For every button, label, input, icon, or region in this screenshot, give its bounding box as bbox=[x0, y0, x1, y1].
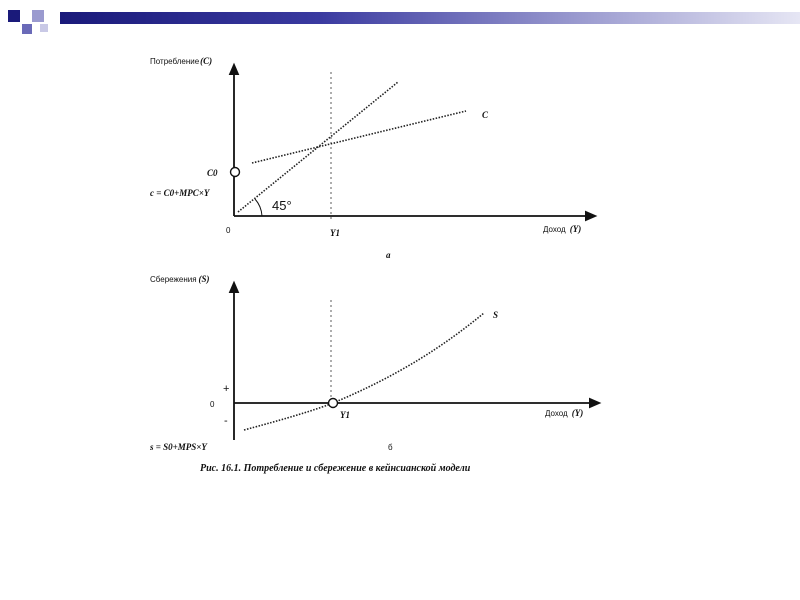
panel-b-series-s-label: S bbox=[493, 310, 499, 320]
panel-b-ylabel: Сбережения (S) bbox=[150, 274, 210, 284]
figure-caption: Рис. 16.1. Потребление и сбережение в кейнсианской модели bbox=[200, 463, 471, 474]
panel-b-equation: s = S0+MPS×Y bbox=[150, 442, 207, 452]
panel-b-panel-label: б bbox=[388, 443, 393, 452]
panel-b-y1-point bbox=[329, 399, 338, 408]
panel-a-c0-point bbox=[231, 168, 240, 177]
panel-a-angle-label: 45° bbox=[272, 198, 292, 213]
panel-a-y1-label: Y1 bbox=[330, 228, 340, 238]
panel-a-c0-label: C0 bbox=[207, 168, 218, 178]
panel-b-savings-curve bbox=[244, 313, 484, 430]
panel-b-plus-label: + bbox=[223, 383, 230, 395]
panel-a-equation: c = C0+MPC×Y bbox=[150, 188, 210, 198]
panel-b-origin-label: 0 bbox=[210, 400, 215, 409]
panel-a-ylabel: Потребление(C) bbox=[150, 56, 213, 66]
panel-a-angle-arc bbox=[255, 199, 262, 216]
panel-a-series-c-label: C bbox=[482, 110, 489, 120]
panel-a-consumption-line bbox=[252, 111, 466, 163]
panel-a-origin-label: 0 bbox=[226, 226, 231, 235]
panel-a-panel-label: a bbox=[386, 250, 391, 260]
panel-a-45-degree-line bbox=[238, 82, 398, 212]
panel-b-xlabel: Доход (Y) bbox=[545, 408, 584, 418]
panel-b-minus-label: - bbox=[224, 415, 228, 427]
panel-a-xlabel: Доход (Y) bbox=[543, 224, 582, 234]
panel-b-y1-label: Y1 bbox=[340, 410, 350, 420]
